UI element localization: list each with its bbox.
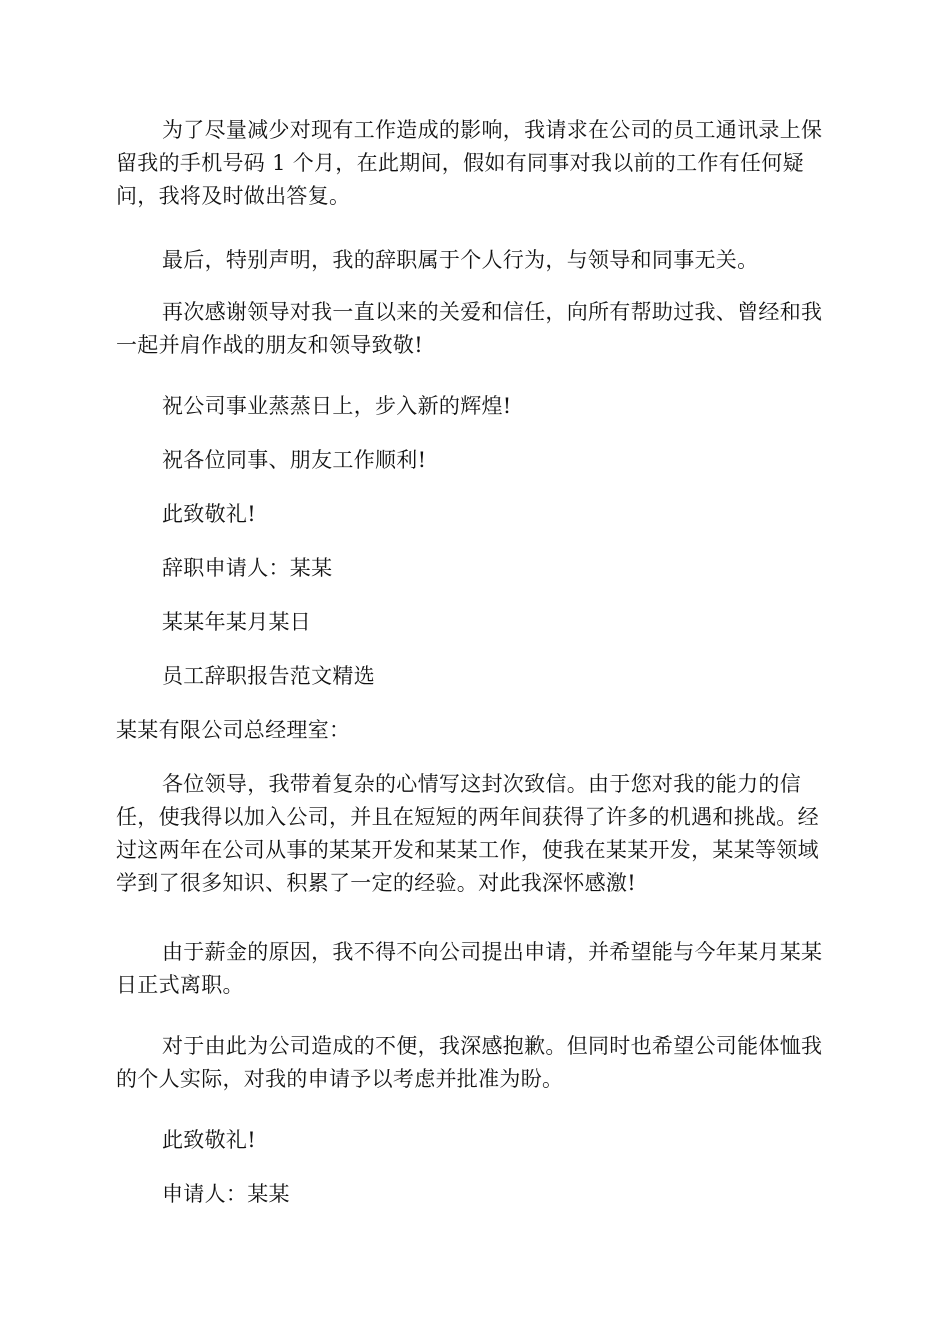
paragraph-reason: 由于薪金的原因，我不得不向公司提出申请，并希望能与今年某月某某日正式离职。 [116, 940, 823, 997]
paragraph-thanks: 再次感谢领导对我一直以来的关爱和信任，向所有帮助过我、曾经和我一起并肩作战的朋友和领导致敬! [116, 300, 823, 357]
paragraph-addressee: 某某有限公司总经理室： [116, 718, 351, 742]
paragraph-body-main: 各位领导，我带着复杂的心情写这封次致信。由于您对我的能力的信任，使我得以加入公司，并且在短短的两年间获得了许多的机遇和挑战。经过这两年在公司从事的某某开发和某某工作，使我在某某开发，某某等领域学到了很多知识、积累了一定的经验。对此我深怀感激! [116, 772, 819, 895]
paragraph-applicant: 辞职申请人：某某 [162, 556, 333, 580]
paragraph-salutation-2: 此致敬礼! [162, 1128, 256, 1152]
paragraph-phone-retention: 为了尽量减少对现有工作造成的影响，我请求在公司的员工通讯录上保留我的手机号码 1 个月，在此期间，假如有同事对我以前的工作有任何疑问，我将及时做出答复。 [116, 118, 823, 208]
paragraph-date: 某某年某月某日 [162, 610, 312, 634]
paragraph-apology: 对于由此为公司造成的不便，我深感抱歉。但同时也希望公司能体恤我的个人实际，对我的申请予以考虑并批准为盼。 [116, 1034, 823, 1091]
paragraph-salutation: 此致敬礼! [162, 502, 256, 526]
paragraph-wish-company: 祝公司事业蒸蒸日上，步入新的辉煌! [162, 394, 512, 418]
section-title: 员工辞职报告范文精选 [162, 664, 375, 688]
paragraph-wish-colleagues: 祝各位同事、朋友工作顺利! [162, 448, 427, 472]
paragraph-statement: 最后，特别声明，我的辞职属于个人行为，与领导和同事无关。 [162, 248, 759, 272]
paragraph-applicant-2: 申请人：某某 [162, 1182, 290, 1206]
